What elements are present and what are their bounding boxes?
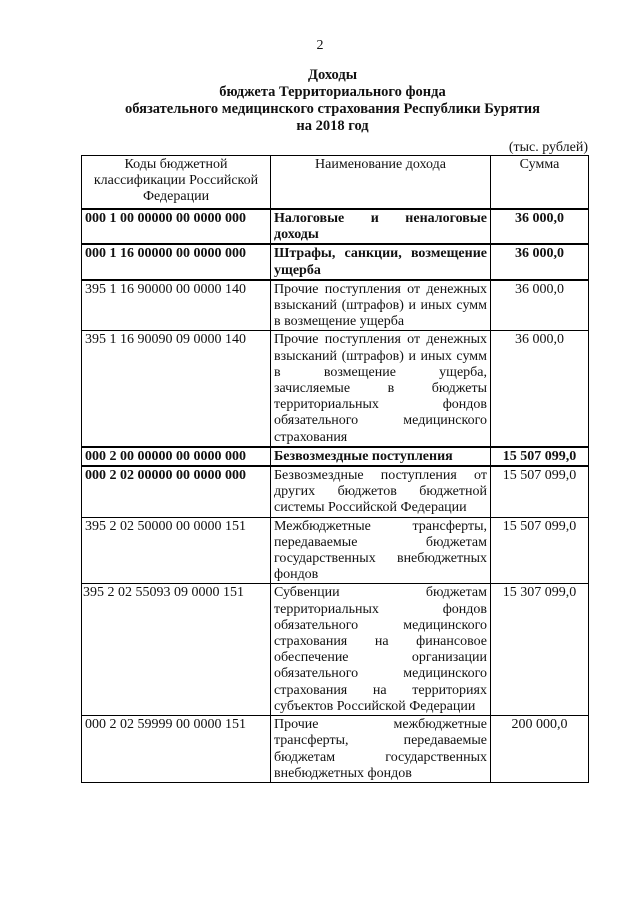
title-line-3: обязательного медицинского страхования Республики Бурятия [124,101,540,117]
document-title [60,67,605,135]
row-code: 000 1 16 00000 00 0000 000 [82,244,271,279]
header-amount: Сумма [491,156,589,210]
row-code: 395 1 16 90090 09 0000 140 [82,331,271,447]
table-row [82,447,589,466]
table-row [82,331,589,447]
table-row [82,209,589,244]
row-amount: 36 000,0 [491,244,589,279]
row-name: Прочие поступления от денежных взысканий (штрафов) и иных сумм в возмещение ущерба [271,280,491,331]
table-header-row [82,156,589,210]
row-code: 000 1 00 00000 00 0000 000 [82,209,271,244]
row-code: 395 2 02 55093 09 0000 151 [82,584,271,716]
row-amount: 15 507 099,0 [491,517,589,584]
row-name: Межбюджетные трансферты, передаваемые бюджетам государственных внебюджетных фондов [271,517,491,584]
row-name: Прочие поступления от денежных взысканий (штрафов) и иных сумм в возмещение ущерба, зачисляемые в бюджеты территориальных фондов обязательного медицинского страхования [271,331,491,447]
table-row [82,280,589,331]
row-code: 395 2 02 50000 00 0000 151 [82,517,271,584]
title-line-4: на 2018 год [296,118,369,134]
row-amount: 36 000,0 [491,331,589,447]
row-amount: 200 000,0 [491,716,589,783]
row-name: Прочие межбюджетные трансферты, передаваемые бюджетам государственных внебюджетных фондов [271,716,491,783]
page-number: 2 [316,38,324,53]
row-name: Штрафы, санкции, возмещение ущерба [271,244,491,279]
units-label: (тыс. рублей) [508,140,588,155]
income-table [81,155,589,783]
row-amount: 15 507 099,0 [491,466,589,517]
header-code: Коды бюджетной классификации Российской Федерации [82,156,271,210]
title-line-1: Доходы [307,67,358,83]
row-name: Безвозмездные поступления от других бюджетов бюджетной системы Российской Федерации [271,466,491,517]
row-amount: 15 507 099,0 [491,447,589,466]
row-code: 000 2 02 00000 00 0000 000 [82,466,271,517]
row-amount: 36 000,0 [491,280,589,331]
table-row [82,584,589,716]
row-amount: 15 307 099,0 [491,584,589,716]
table-row [82,466,589,517]
table-row [82,517,589,584]
row-code: 000 2 00 00000 00 0000 000 [82,447,271,466]
table-row [82,716,589,783]
row-code: 000 2 02 59999 00 0000 151 [82,716,271,783]
row-name: Субвенции бюджетам территориальных фондов обязательного медицинского страхования на финансовое обеспечение организации обязательного медицинского страхования на территориях субъектов Российской Федерации [271,584,491,716]
row-amount: 36 000,0 [491,209,589,244]
row-name: Безвозмездные поступления [271,447,491,466]
row-code: 395 1 16 90000 00 0000 140 [82,280,271,331]
header-name: Наименование дохода [271,156,491,210]
table-row [82,244,589,279]
row-name: Налоговые и неналоговые доходы [271,209,491,244]
title-line-2: бюджета Территориального фонда [219,84,446,100]
